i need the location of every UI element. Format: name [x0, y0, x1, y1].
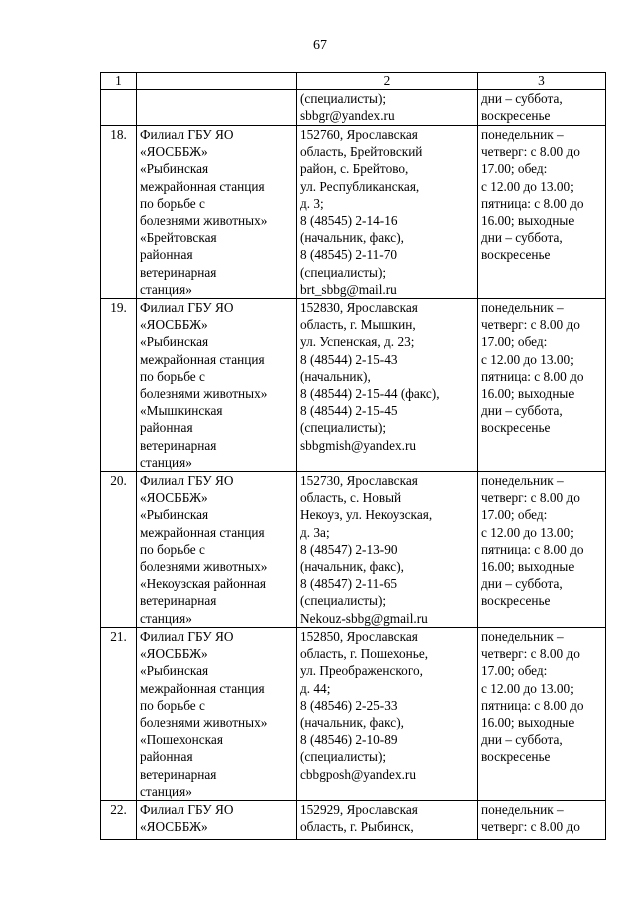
- table-row: [101, 126, 606, 299]
- working-hours-cell: дни – суббота, воскресенье: [478, 90, 606, 126]
- header-cell-name: [137, 73, 297, 90]
- branches-table: [100, 72, 606, 840]
- table-row: [101, 627, 606, 800]
- branch-name-cell: [137, 90, 297, 126]
- working-hours-cell: понедельник – четверг: с 8.00 до 17.00; обед: с 12.00 до 13.00; пятница: с 8.00 до 16.00; выходные дни – суббота, воскресенье: [478, 627, 606, 800]
- address-contacts-cell: 152730, Ярославская область, с. Новый Некоуз, ул. Некоузская, д. 3а; 8 (48547) 2-13-90 (начальник, факс), 8 (48547) 2-11-65 (специалисты); Nekouz-sbbg@gmail.ru: [297, 472, 478, 628]
- branch-name-cell: Филиал ГБУ ЯО «ЯОСББЖ» «Рыбинская межрайонная станция по борьбе с болезнями животных» «Мышкинская районная ветеринарная станция»: [137, 299, 297, 472]
- branch-name-cell: Филиал ГБУ ЯО «ЯОСББЖ» «Рыбинская межрайонная станция по борьбе с болезнями животных» «Пошехонская районная ветеринарная станция»: [137, 627, 297, 800]
- address-contacts-cell: 152760, Ярославская область, Брейтовский район, с. Брейтово, ул. Республиканская, д. 3; 8 (48545) 2-14-16 (начальник, факс), 8 (48545) 2-11-70 (специалисты); brt_sbbg@mail.ru: [297, 126, 478, 299]
- row-number-cell: 22.: [101, 800, 137, 839]
- working-hours-cell: понедельник – четверг: с 8.00 до 17.00; обед: с 12.00 до 13.00; пятница: с 8.00 до 16.00; выходные дни – суббота, воскресенье: [478, 126, 606, 299]
- row-number-cell: 20.: [101, 472, 137, 628]
- branch-name-cell: Филиал ГБУ ЯО «ЯОСББЖ»: [137, 800, 297, 839]
- address-contacts-cell: (специалисты); sbbgr@yandex.ru: [297, 90, 478, 126]
- row-number-cell: [101, 90, 137, 126]
- branch-name-cell: Филиал ГБУ ЯО «ЯОСББЖ» «Рыбинская межрайонная станция по борьбе с болезнями животных» «Брейтовская районная ветеринарная станция»: [137, 126, 297, 299]
- table-header-row: [101, 73, 606, 90]
- header-cell-address: 2: [297, 73, 478, 90]
- table-row: [101, 800, 606, 839]
- row-number-cell: 18.: [101, 126, 137, 299]
- header-cell-hours: 3: [478, 73, 606, 90]
- branch-name-cell: Филиал ГБУ ЯО «ЯОСББЖ» «Рыбинская межрайонная станция по борьбе с болезнями животных» «Некоузская районная ветеринарная станция»: [137, 472, 297, 628]
- row-number-cell: 21.: [101, 627, 137, 800]
- table-row: [101, 472, 606, 628]
- row-number-cell: 19.: [101, 299, 137, 472]
- address-contacts-cell: 152830, Ярославская область, г. Мышкин, ул. Успенская, д. 23; 8 (48544) 2-15-43 (начальник), 8 (48544) 2-15-44 (факс), 8 (48544) 2-15-45 (специалисты); sbbgmish@yandex.ru: [297, 299, 478, 472]
- table-row-continuation: [101, 90, 606, 126]
- working-hours-cell: понедельник – четверг: с 8.00 до 17.00; обед: с 12.00 до 13.00; пятница: с 8.00 до 16.00; выходные дни – суббота, воскресенье: [478, 472, 606, 628]
- header-cell-number: 1: [101, 73, 137, 90]
- working-hours-cell: понедельник – четверг: с 8.00 до 17.00; обед: с 12.00 до 13.00; пятница: с 8.00 до 16.00; выходные дни – суббота, воскресенье: [478, 299, 606, 472]
- address-contacts-cell: 152850, Ярославская область, г. Пошехонье, ул. Преображенского, д. 44; 8 (48546) 2-25-33 (начальник, факс), 8 (48546) 2-10-89 (специалисты); cbbgposh@yandex.ru: [297, 627, 478, 800]
- table-row: [101, 299, 606, 472]
- address-contacts-cell: 152929, Ярославская область, г. Рыбинск,: [297, 800, 478, 839]
- working-hours-cell: понедельник – четверг: с 8.00 до: [478, 800, 606, 839]
- page-number: 67: [313, 38, 327, 53]
